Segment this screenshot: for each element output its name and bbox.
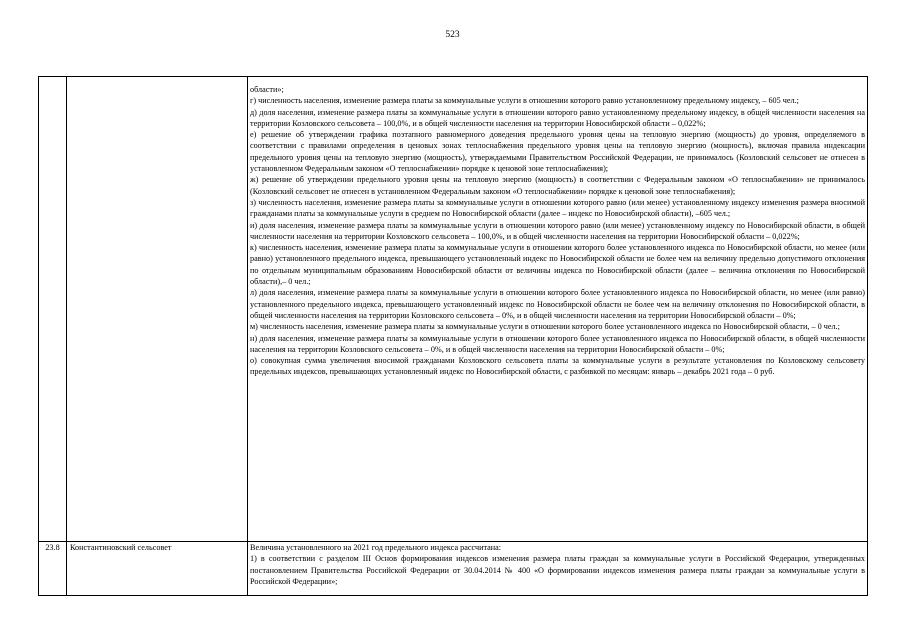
paragraph: 1) в соответствии с разделом III Основ формирования индексов изменения размера платы граждан за коммунальные услуги в Российской Федерации, утвержденных постановлением Правительства Российской Федерации от 30.04.2014 № 400 «О формировании индексов изменения размера платы граждан за коммунальные услуги в Российской Федерации»;	[250, 554, 865, 586]
table-row	[39, 77, 868, 542]
paragraph: и) доля населения, изменение размера платы за коммунальные услуги в отношении которого равно (или менее) установленному индексу по Новосибирской области, в общей численности населения на территории Козловского сельсовета – 100,0%, и в общей численности населения на территории Новосибирской области – 0,022%;	[250, 220, 865, 241]
paragraph: ж) решение об утверждении предельного уровня цены на тепловую энергию (мощность) в соответствии с Федеральным законом «О теплоснабжении» не принималось (Козловский сельсовет не отнесен в установленном Федеральным законом «О теплоснабжении» порядке к ценовой зоне теплоснабжения);	[250, 175, 865, 196]
paragraph: е) решение об утверждении графика поэтапного равномерного доведения предельного уровня цены на тепловую энергию (мощность) до уровня, определяемого в соответствии с правилами определения в ценовых зонах теплоснабжения предельного уровня цены на тепловую энергию (мощность), включая правила индексации предельного уровня цены на тепловую энергию (мощность), утверждаемыми Правительством Российской Федерации, не принималось (Козловский сельсовет не отнесен в установленном Федеральным законом «О теплоснабжении» порядке к ценовой зоне теплоснабжения);	[250, 130, 865, 174]
municipality-name-cell: Константиновский сельсовет	[67, 542, 248, 596]
paragraph: м) численность населения, изменение размера платы за коммунальные услуги в отношении которого более установленного индекса по Новосибирской области, – 0 чел.;	[250, 322, 840, 332]
row-number-cell: 23.8	[39, 542, 67, 596]
municipality-name-cell	[67, 77, 248, 542]
description-cell	[248, 542, 868, 596]
paragraph: д) доля населения, изменение размера платы за коммунальные услуги в отношении которого равно установленному предельному индексу, в общей численности населения на территории Козловского сельсовета – 100,0%, и в общей численности населения на территории Новосибирской области – 0,022%;	[250, 107, 865, 128]
paragraph: Величина установленного на 2021 год предельного индекса рассчитана:	[250, 543, 502, 552]
page-number: 523	[445, 30, 460, 40]
paragraph: области»;	[250, 85, 284, 94]
paragraph: з) численность населения, изменение размера платы за коммунальные услуги в отношении которого равно (или менее) установленному индексу изменения размера вносимой гражданами платы за коммунальные услуги в среднем по Новосибирской области (далее – индекс по Новосибирской области), –605 чел.;	[250, 197, 865, 219]
row-number-cell	[39, 77, 67, 542]
table-row	[39, 542, 868, 596]
document-table	[38, 76, 868, 596]
paragraph: о) совокупная сумма увеличения вносимой гражданами Козловского сельсовета платы за коммунальные услуги в результате установления по Козловскому сельсовету предельных индексов, превышающих установленный индекс по Новосибирской области, с разбивкой по месяцам: январь – декабрь 2021 года – 0 руб.	[250, 356, 865, 377]
paragraph: г) численность населения, изменение размера платы за коммунальные услуги в отношении которого равно установленному предельному индексу, – 605 чел.;	[250, 96, 799, 106]
paragraph: к) численность населения, изменение размера платы за коммунальные услуги в отношении которого более установленного индекса по Новосибирской области, но менее (или равно) установленного предельного индекса, превышающего установленный индекс по Новосибирской области не более чем на величину предельно допустимого отклонения по отдельным муниципальным образованиям Новосибирской области от величины индекса по Новосибирской области (далее – величина отклонения по Новосибирской области),– 0 чел.;	[250, 243, 865, 287]
paragraph: л) доля населения, изменение размера платы за коммунальные услуги в отношении которого более установленного индекса по Новосибирской области, но менее (или равно) установленного предельного индекса, превышающего установленный индекс по Новосибирской области не более чем на величину отклонения по Новосибирской области, в общей численности населения на территории Козловского сельсовета – 0%, и в общей численности населения на территории Новосибирской области – 0%;	[250, 288, 865, 320]
paragraph: н) доля населения, изменение размера платы за коммунальные услуги в отношении которого более установленного индекса по Новосибирской области, в общей численности населения на территории Козловского сельсовета – 0%, и в общей численности населения на территории Новосибирской области – 0%;	[250, 333, 865, 354]
description-cell	[248, 77, 868, 542]
